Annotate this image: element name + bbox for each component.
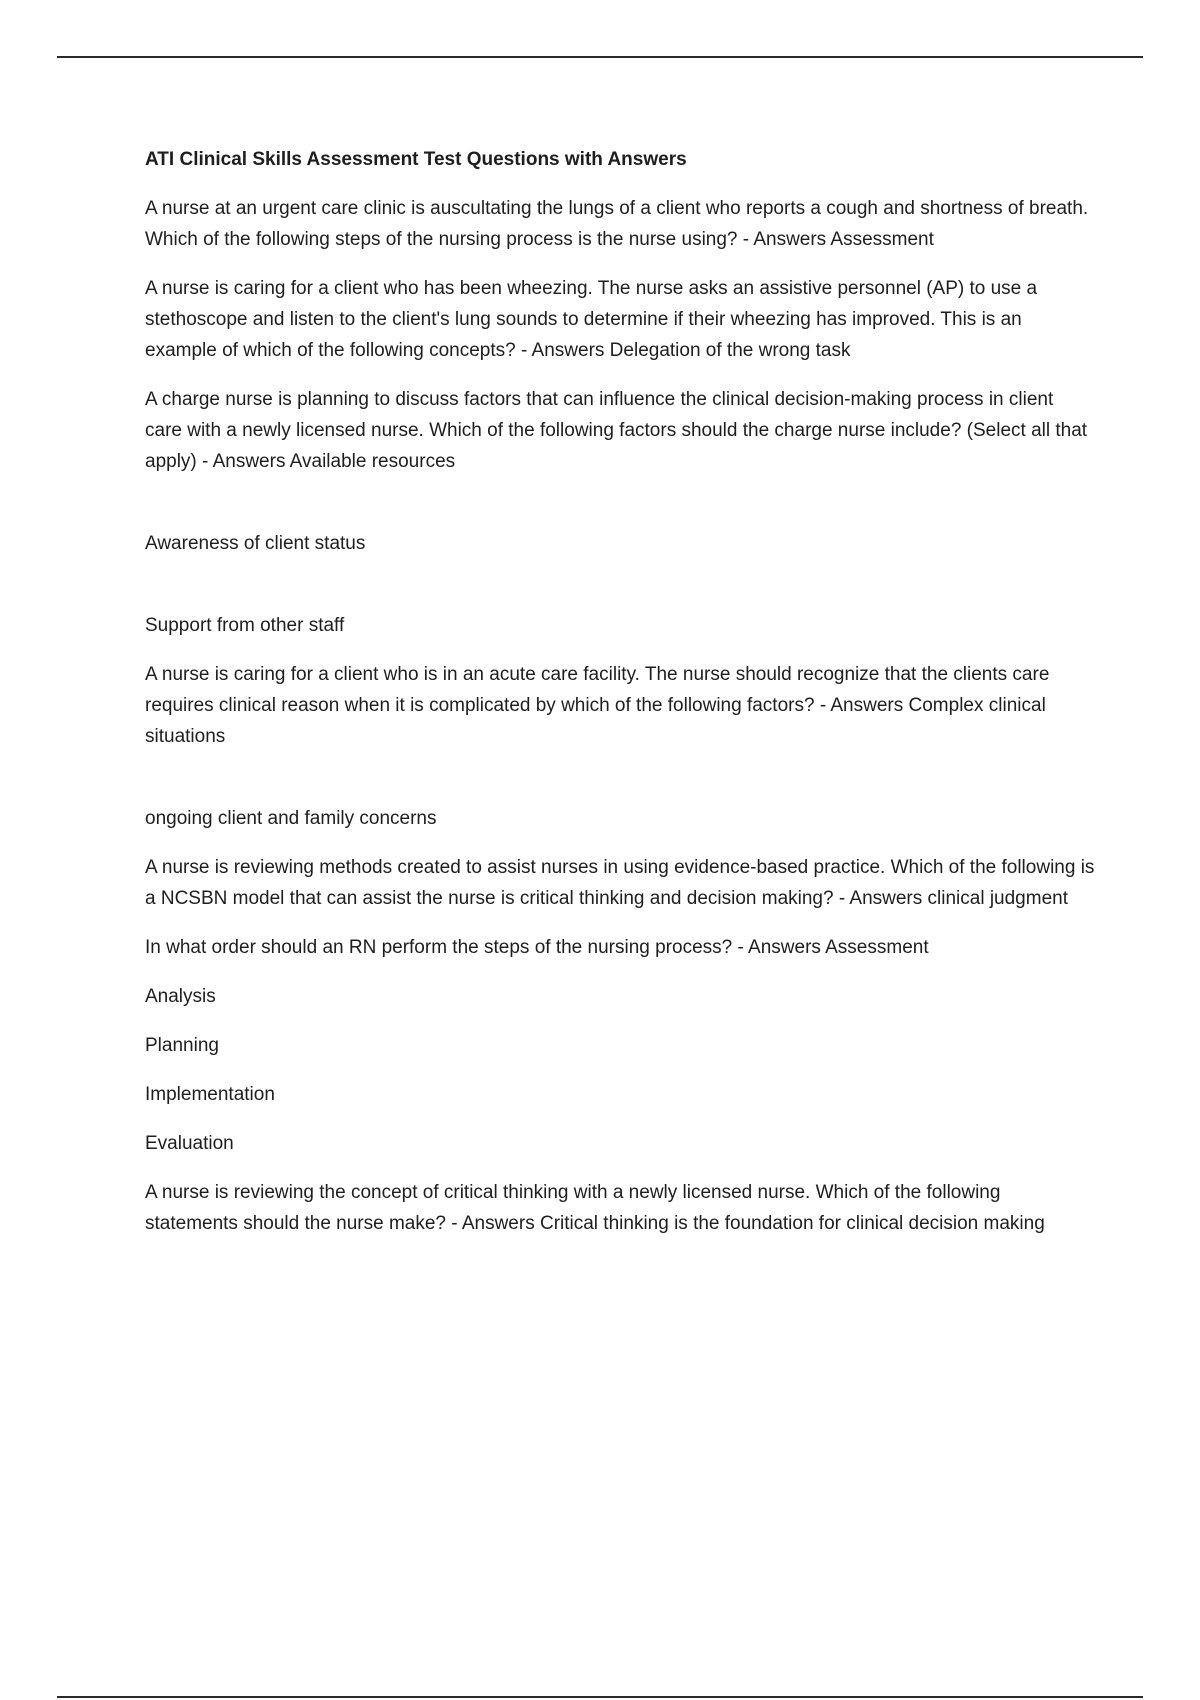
answer-line: Awareness of client status [145, 533, 366, 554]
question-paragraph: A nurse is reviewing methods created to assist nurses in using evidence-based practice. Which of the following is a NCSBN model that can assist the nurse is critical thinking and decision making? - Answers clinical judgment [145, 857, 1095, 909]
header-rule [57, 56, 1143, 58]
question-paragraph: A nurse is reviewing the concept of critical thinking with a newly licensed nurse. Which of the following statements should the nurse make? - Answers Critical thinking is the foundation for clinical decision making [145, 1182, 1045, 1234]
question-paragraph: A nurse is caring for a client who has been wheezing. The nurse asks an assistive personnel (AP) to use a stethoscope and listen to the client's lung sounds to determine if their wheezing has improved. This is an example of which of the following concepts? - Answers Delegation of the wrong task [145, 278, 1038, 361]
document-body [145, 144, 1095, 1257]
footer-rule [57, 1696, 1143, 1698]
question-paragraph: A nurse at an urgent care clinic is auscultating the lungs of a client who reports a cough and shortness of breath. Which of the following steps of the nursing process is the nurse using? - Answers Assessment [145, 198, 1089, 250]
question-paragraph: A nurse is caring for a client who is in an acute care facility. The nurse should recognize that the clients care requires clinical reason when it is complicated by which of the following factors? - Answers Complex clinical situations [145, 664, 1050, 747]
answer-line: Analysis [145, 986, 216, 1007]
answer-line: Planning [145, 1035, 219, 1056]
answer-line: Support from other staff [145, 615, 345, 636]
document-title: ATI Clinical Skills Assessment Test Questions with Answers [145, 149, 687, 170]
answer-line: Evaluation [145, 1133, 234, 1154]
answer-line: Implementation [145, 1084, 275, 1105]
question-paragraph: In what order should an RN perform the steps of the nursing process? - Answers Assessment [145, 937, 929, 958]
question-paragraph: A charge nurse is planning to discuss factors that can influence the clinical decision-making process in client care with a newly licensed nurse. Which of the following factors should the charge nurse include? (Select all that apply) - Answers Available resources [145, 389, 1088, 472]
answer-line: ongoing client and family concerns [145, 808, 437, 829]
